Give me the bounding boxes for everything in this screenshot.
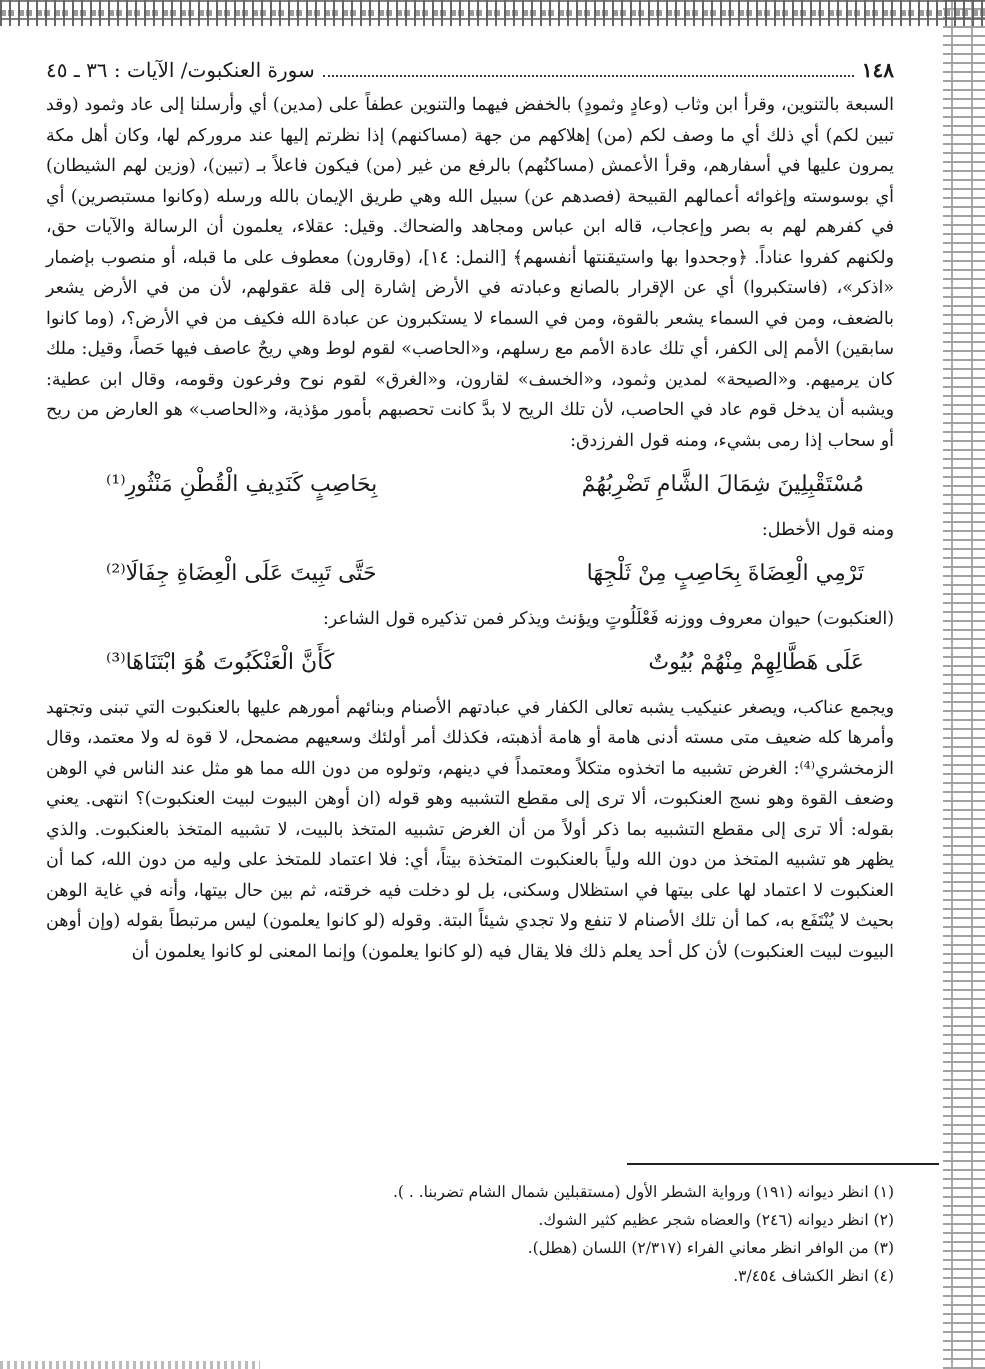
verse-1-first-hemistich: مُسْتَقْبِلِينَ شِمَالَ الشَّامِ تَضْرِبُهُمْ bbox=[581, 472, 864, 497]
footnote-3: (٣) من الوافر انظر معاني الفراء (٢/٣١٧) اللسان (هطل). bbox=[527, 1239, 894, 1257]
scan-noise-bottom bbox=[0, 1361, 260, 1369]
surah-title: سورة العنكبوت/ الآيات : ٣٦ ـ ٤٥ bbox=[46, 58, 315, 82]
body-text bbox=[46, 90, 894, 967]
verse-3-intro: (العنكبوت) حيوان معروف ووزنه فَعْلَلُوتٍ ويؤنث ويذكر فمن تذكيره قول الشاعر: bbox=[323, 608, 894, 629]
footnote-separator bbox=[627, 1163, 939, 1165]
footnote-2: (٢) انظر ديوانه (٢٤٦) والعضاه شجر عظيم كثير الشوك. bbox=[538, 1211, 894, 1229]
verse-1-second-hemistich: بِحَاصِبٍ كَنَدِيفِ الْقُطْنِ مَنْثُورِ⁽¹⁾ bbox=[106, 472, 378, 497]
paragraph-2: ويجمع عناكب، ويصغر عنيكيب يشبه تعالى الكفار في عبادتهم الأصنام وبنائهم أمورهم عليها بالعنكبوت التي تبنى وتجتهد وأمرها كله ضعيف متى مسته أدنى هامة أو هامة أذهبته، فكذلك أمر أولئك وسعيهم مضمحل، لا قوة له ولا معتمد، وقال الزمخشري⁽⁴⁾: الغرض تشبيه ما اتخذوه متكلاً ومعتمداً في دينهم، وتولوه من دون الله مما هو مثل عند الناس في الوهن وضعف القوة وهو نسج العنكبوت، ألا ترى إلى مقطع التشبيه وهو قوله (ان أوهن البيوت لبيت العنكبوت)؟ انتهى. يعني بقوله: ألا ترى إلى مقطع التشبيه بما ذكر أولاً من أن الغرض تشبيه المتخذ بالبيت، لا تشبيه المتخذ بالعنكبوت. والذي يظهر هو تشبيه المتخذ من دون الله ولياً بالعنكبوت المتخذة بيتاً، أي: فلا اعتماد للمتخذ على وليه من دون الله، كما أن العنكبوت لا اعتماد لها على بيتها في استظلال وسكنى، بل لو دخلت فيه خرقته، ثم بين حال بيتها، وأنه في غاية الوهن بحيث لا يُنْتَفَع به، كما أن تلك الأصنام لا تنفع ولا تجدي شيئاً البتة. وقوله (لو كانوا يعلمون) ليس مرتبطاً بقوله (وإن أوهن البيوت لبيت العنكبوت) لأن كل أحد يعلم ذلك فلا يقال فيه (لو كانوا يعلمون) وإنما المعنى لو كانوا يعلمون أن bbox=[46, 697, 894, 962]
running-header bbox=[46, 58, 894, 90]
page-content bbox=[46, 58, 894, 967]
verse-3-first-hemistich: عَلَى هَطَّالِهِمْ مِنْهُمْ بُيُوتٌ bbox=[648, 650, 864, 675]
verse-3-second-hemistich: كَأَنَّ الْعَنْكَبُوتَ هُوَ ابْتَنَاهَا⁽³⁾ bbox=[106, 650, 335, 675]
verse-2-first-hemistich: تَرْمِي الْعِضَاةَ بِحَاصِبٍ مِنْ ثَلْجِهَا bbox=[586, 561, 864, 586]
header-dotted-leader bbox=[323, 63, 854, 77]
verse-2-intro: ومنه قول الأخطل: bbox=[761, 519, 894, 540]
footnote-1: (١) انظر ديوانه (١٩١) ورواية الشطر الأول (مستقبلين شمال الشام تضربنا. . ). bbox=[392, 1183, 894, 1201]
poetry-verse-1 bbox=[106, 470, 864, 501]
footnote-4: (٤) انظر الكشاف ٣/٤٥٤. bbox=[733, 1267, 894, 1285]
decorative-border-top bbox=[0, 0, 985, 26]
verse-2-second-hemistich: حَتَّى تَبِيتَ عَلَى الْعِضَاةِ جِفَالَا⁽²⁾ bbox=[106, 561, 377, 586]
decorative-border-right bbox=[943, 0, 985, 1369]
page-number: ١٤٨ bbox=[861, 58, 894, 82]
paragraph-1: السبعة بالتنوين، وقرأ ابن وثاب (وعادٍ وثمودٍ) بالخفض فيهما والتنوين عطفاً على (مدين) أي وأرسلنا إلى عاد وثمود (وقد تبين لكم) أي ذلك أي ما وصف لكم (من) إهلاكهم من جهة (مساكنهم) إذا نظرتم إليها عند مروركم لها، وكان أهل مكة يمرون عليها في أسفارهم، وقرأ الأعمش (مساكنُهم) بالرفع من غير (من) فيكون فاعلاً بـ (تبين)، (وزين لهم الشيطان) أي بوسوسته وإغوائه أعمالهم القبيحة (فصدهم عن) سبيل الله وهي طريق الإيمان بالله ورسله (وكانوا مستبصرين) أي في كفرهم لهم به بصر وإعجاب، قاله ابن عباس ومجاهد والضحاك. وقيل: عقلاء، يعلمون أن الرسالة والآيات حق، ولكنهم كفروا عناداً. ﴿وجحدوا بها واستيقنتها أنفسهم﴾ [النمل: ١٤]، (وقارون) معطوف على ما قبله، أو منصوب بإضمار «اذكر»، (فاستكبروا) أي عن الإقرار بالصانع وعبادته في الأرض إشارة إلى قلة عقولهم، لأن من في الأرض يشعر بالضعف، ومن في السماء يشعر بالقوة، ومن في السماء لا يستكبرون عن عبادة الله فكيف من في الأرض؟، (وما كانوا سابقين) الأمم إلى الكفر، أي تلك عادة الأمم مع رسلهم، و«الحاصب» لقوم لوط وهي ريحٌ عاصف فيها حَصاً، وقيل: ملك كان يرميهم. و«الصيحة» لمدين وثمود، و«الخسف» لقارون، و«الغرق» لقوم نوح وفرعون وقومه، وقال ابن عطية: ويشبه أن يدخل قوم عاد في الحاصب، لأن تلك الريح لا بدَّ كانت تحصبهم بأمور مؤذية، و«الحاصب» هو العارض من ريح أو سحاب إذا رمى بشيء، ومنه قول الفرزدق: bbox=[46, 95, 894, 451]
poetry-verse-2 bbox=[106, 559, 864, 590]
footnotes bbox=[46, 1178, 894, 1290]
poetry-verse-3 bbox=[106, 648, 864, 679]
